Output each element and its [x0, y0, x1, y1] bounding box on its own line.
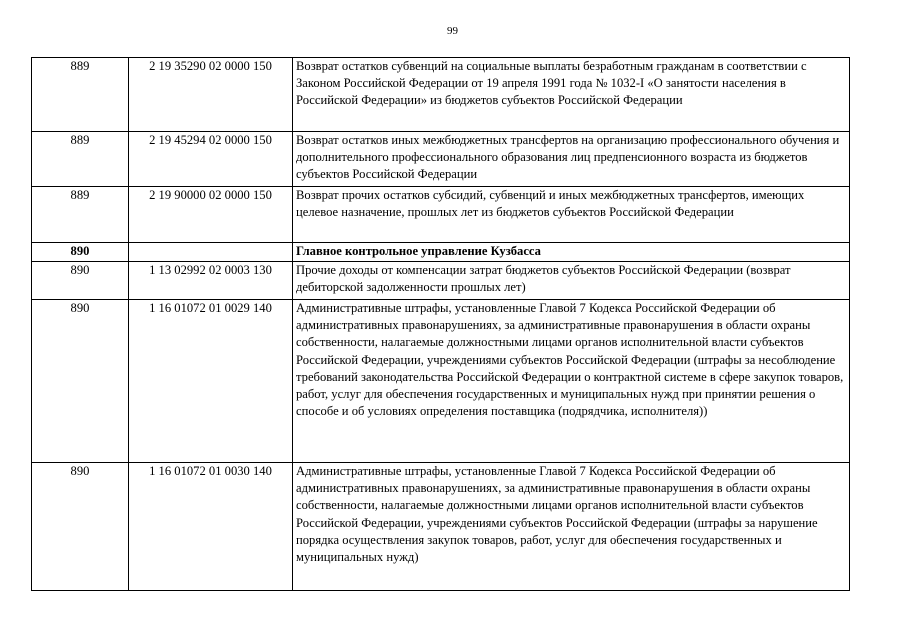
budget-classification-code-cell: 1 13 02992 02 0003 130 — [129, 262, 293, 300]
budget-classification-code-cell: 2 19 35290 02 0000 150 — [129, 58, 293, 132]
revenue-name-cell: Административные штрафы, установленные Главой 7 Кодекса Российской Федерации об административных правонарушениях, за административные правонарушения в области охраны собственности, налагаемые должностными лицами органов исполнительной власти субъектов Российской Федерации, учреждениями субъектов Российской Федерации (штрафы за несоблюдение требований законодательства Российской Федерации о контрактной системе в сфере закупок товаров, работ, услуг для обеспечения государственных и муниципальных нужд при принятии решения о способе и об условиях определения поставщика (подрядчика, исполнителя)) — [293, 300, 850, 463]
table-row — [32, 463, 850, 591]
administrator-code-cell: 889 — [32, 187, 129, 243]
revenue-name-cell: Возврат остатков иных межбюджетных трансфертов на организацию профессионального обучения и дополнительного профессионального образования лиц предпенсионного возраста из бюджетов субъектов Российской Федерации — [293, 132, 850, 187]
administrator-code-cell: 890 — [32, 300, 129, 463]
table-row — [32, 300, 850, 463]
budget-classification-code-cell: 2 19 45294 02 0000 150 — [129, 132, 293, 187]
administrator-code-cell: 889 — [32, 132, 129, 187]
page-number: 99 — [447, 25, 458, 37]
table-row — [32, 132, 850, 187]
revenue-name-cell: Возврат остатков субвенций на социальные выплаты безработным гражданам в соответствии с Законом Российской Федерации от 19 апреля 1991 года № 1032-I «О занятости населения в Российской Федерации» из бюджетов субъектов Российской Федерации — [293, 58, 850, 132]
budget-classification-code-cell: 1 16 01072 01 0029 140 — [129, 300, 293, 463]
budget-classification-code-cell: 2 19 90000 02 0000 150 — [129, 187, 293, 243]
administrator-code-cell: 890 — [32, 463, 129, 591]
revenue-name-cell: Административные штрафы, установленные Главой 7 Кодекса Российской Федерации об административных правонарушениях, за административные правонарушения в области охраны собственности, налагаемые должностными лицами органов исполнительной власти субъектов Российской Федерации, учреждениями субъектов Российской Федерации (штрафы за нарушение порядка осуществления закупок товаров, работ, услуг для обеспечения государственных и муниципальных нужд) — [293, 463, 850, 591]
revenue-name-cell: Прочие доходы от компенсации затрат бюджетов субъектов Российской Федерации (возврат дебиторской задолженности прошлых лет) — [293, 262, 850, 300]
table-row — [32, 262, 850, 300]
budget-classification-code-cell: 1 16 01072 01 0030 140 — [129, 463, 293, 591]
budget-classification-code-cell — [129, 243, 293, 262]
table-row — [32, 187, 850, 243]
administrator-header-row — [32, 243, 850, 262]
table-row — [32, 58, 850, 132]
administrator-code-cell: 890 — [32, 243, 129, 262]
administrator-name-cell: Главное контрольное управление Кузбасса — [293, 243, 850, 262]
administrator-code-cell: 890 — [32, 262, 129, 300]
administrator-code-cell: 889 — [32, 58, 129, 132]
revenue-name-cell: Возврат прочих остатков субсидий, субвенций и иных межбюджетных трансфертов, имеющих целевое назначение, прошлых лет из бюджетов субъектов Российской Федерации — [293, 187, 850, 243]
revenue-codes-table — [31, 57, 850, 591]
